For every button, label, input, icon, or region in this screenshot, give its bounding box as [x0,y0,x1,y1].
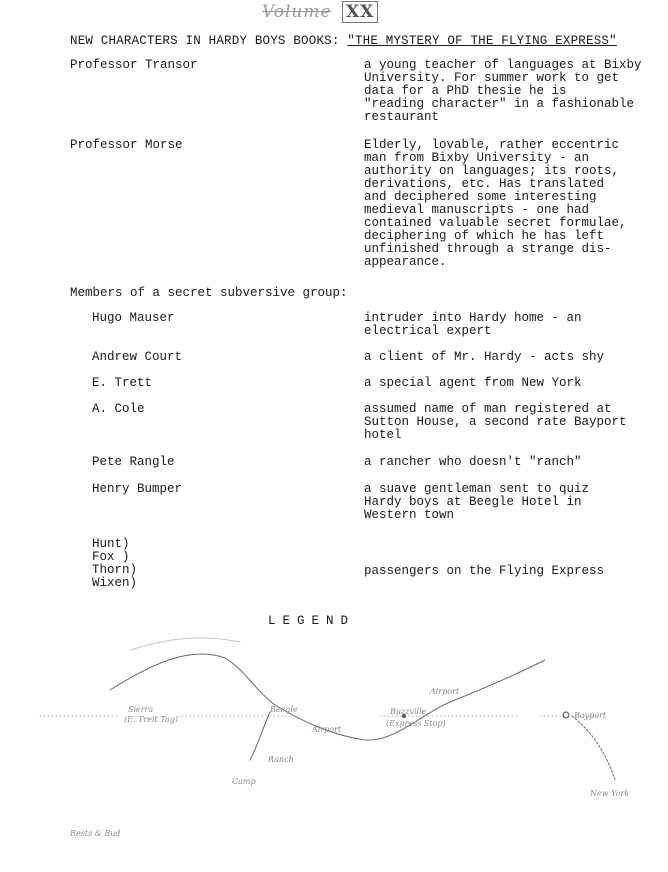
desc-line: assumed name of man registered at [364,402,612,416]
route-map [0,620,668,872]
desc-line: derivations, etc. Has translated [364,177,605,191]
desc-line: a client of Mr. Hardy - acts shy [364,350,605,364]
character-name: Professor Transor [70,58,198,72]
desc-line: hotel [364,428,402,442]
desc-line: Western town [364,508,455,522]
member-name: A. Cole [92,402,145,416]
handwritten-volume-note [262,2,378,22]
map-label-camp: Camp [232,777,256,786]
desc-line: unfinished through a strange dis- [364,242,612,256]
desc-line: Sutton House, a second rate Bayport [364,415,627,429]
member-description [364,403,664,442]
member-name: Pete Rangle [92,455,175,469]
character-description [364,139,664,269]
map-label-beegle: Beegle [270,705,298,714]
faint-track [130,638,240,650]
member-name: Henry Bumper [92,482,183,496]
map-label-left-town-sub: (E. Treit Tag) [124,715,178,724]
member-name: E. Trett [92,376,153,390]
desc-line: contained valuable secret formulae, [364,216,627,230]
desc-line: a suave gentleman sent to quiz [364,482,590,496]
page-heading [70,34,617,48]
character-description [364,59,664,124]
member-name: Andrew Court [92,350,183,364]
map-label-buzzville: Buzzville [390,707,427,716]
desc-line: deciphering of which he has left [364,229,605,243]
desc-line: a special agent from New York [364,376,582,390]
bayport-marker [563,712,569,718]
corner-note: Rests & Bud [70,829,121,838]
map-label-bayport: Bayport [574,711,607,720]
map-label-airport-1: Airport [312,725,342,734]
map-label-airport-2: Airport [430,687,460,696]
desc-line: and deciphered some interesting [364,190,597,204]
passenger-name: Fox ) [92,550,130,564]
map-label-ranch: Ranch [268,755,294,764]
member-description [364,456,664,469]
desc-line: "reading character" in a fashionable [364,97,635,111]
member-description [364,351,664,364]
desc-line: appearance. [364,255,447,269]
desc-line: University. For summer work to get [364,71,620,85]
desc-line: Elderly, lovable, rather eccentric [364,138,620,152]
desc-line: restaurant [364,110,440,124]
map-label-buzzville-sub: (Express Stop) [386,719,446,728]
desc-line: man from Bixby University - an [364,151,590,165]
passenger-name: Hunt) [92,537,130,551]
desc-line: a young teacher of languages at Bixby [364,58,642,72]
member-name: Hugo Mauser [92,311,175,325]
group-heading: Members of a secret subversive group: [70,286,348,300]
heading-prefix: NEW CHARACTERS IN HARDY BOYS BOOKS: [70,34,340,48]
desc-line: Hardy boys at Beegle Hotel in [364,495,582,509]
passenger-names [92,538,137,590]
member-description [364,483,664,522]
passenger-name: Wixen) [92,576,138,590]
legend-title: LEGEND [268,614,356,628]
book-title: "THE MYSTERY OF THE FLYING EXPRESS" [347,34,617,48]
member-description [364,377,664,390]
volume-number: XX [342,1,378,23]
desc-line: intruder into Hardy home - an [364,311,582,325]
desc-line: electrical expert [364,324,492,338]
passenger-name: Thorn) [92,563,138,577]
desc-line: a rancher who doesn't "ranch" [364,455,582,469]
desc-line: authority on languages; its roots, [364,164,620,178]
passengers-description [364,565,664,578]
map-label-new-york: New York [590,789,630,798]
volume-scribble: Volume [262,2,332,22]
desc-line: medieval manuscripts - one had [364,203,590,217]
desc-line: data for a PhD thesie he is [364,84,567,98]
desc-line: passengers on the Flying Express [364,564,605,578]
map-label-left-town: Sierra [128,705,154,714]
branch-line [250,712,270,760]
rail-spur [572,716,615,780]
character-name: Professor Morse [70,138,183,152]
member-description [364,312,664,338]
